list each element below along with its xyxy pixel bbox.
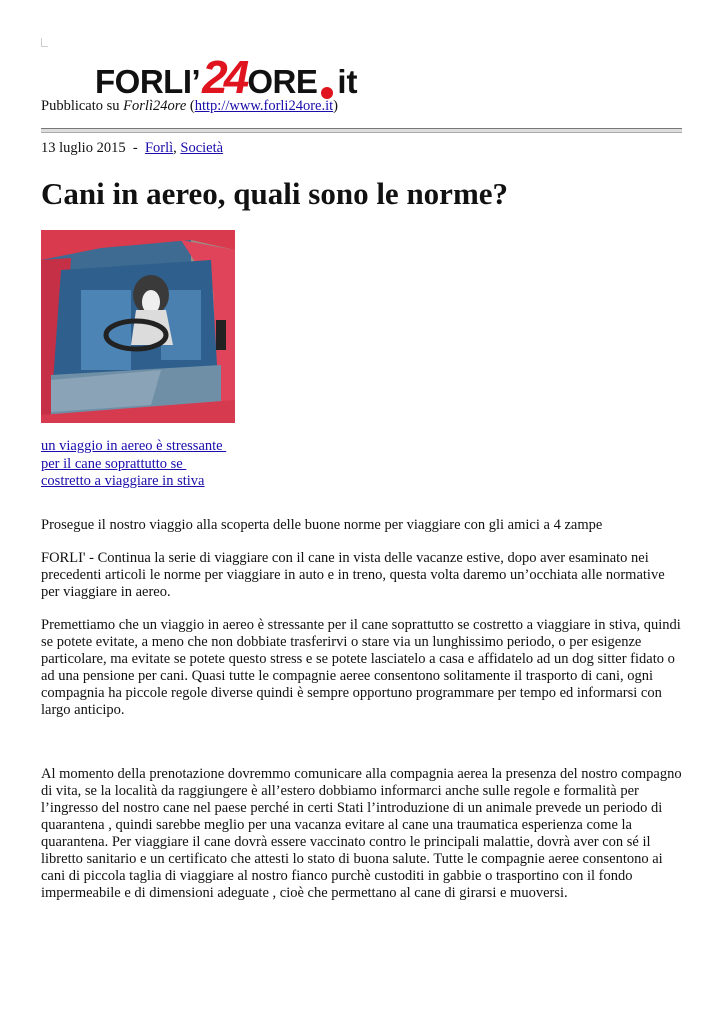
site-logo[interactable] [95,50,358,103]
header-divider [41,128,682,133]
logo-text-it: it [337,63,358,100]
published-open-paren: ( [186,98,195,114]
page-corner-mark [41,38,48,47]
article-paragraph-1: FORLI' - Continua la serie di viaggiare con il cane in vista delle vacanze estive, dopo aver esaminato nei precedenti articoli le norme per viaggiare in auto e in treno, questa volta daremo un’occhiata alle normative per viaggiare in aereo. [41,550,665,600]
meta-comma: , [173,140,181,156]
category-link-societa[interactable]: Società [180,140,224,156]
caption-link-line-1[interactable]: un viaggio in aereo è stressante [41,438,227,454]
category-link-forli[interactable]: Forlì [144,140,174,156]
published-site: Forlì24ore [123,98,187,114]
article-title: Cani in aereo, quali sono le norme? [41,176,509,211]
logo-text-24: 24 [202,51,246,103]
meta-separator: - [125,140,145,156]
site-url-link[interactable]: http://www.forli24ore.it [194,98,334,114]
logo-text-ore: ORE [247,63,318,100]
article-subtitle: Prosegue il nostro viaggio alla scoperta delle buone norme per viaggiare con gli amici a 4 zampe [41,517,603,533]
published-prefix: Pubblicato su [41,98,124,114]
article-paragraph-2: Premettiamo che un viaggio in aereo è stressante per il cane soprattutto se costretto a viaggiare in stiva, quindi se potete evitate, a meno che non dobbiate trasferirvi o stare via un lunghissimo periodo, o per esigenze particolare, ma evitate se potete questo stress e se potete lasciatelo a casa e affidatelo ad un dog sitter fidato o ad una pensione per cani. Quasi tutte le compagnie aeree consentono solitamente il trasporto di cani, ogni compagnia ha piccole regole diverse quindi è sempre opportuno programmare per tempo ed informarsi con largo anticipo. [41,617,681,718]
logo-text-forli: FORLI’ [95,63,201,100]
photo-caption [41,438,241,491]
article-date: 13 luglio 2015 [41,140,126,156]
caption-link-line-3[interactable]: costretto a viaggiare in stiva [41,473,205,489]
article-meta [41,140,223,157]
published-line [41,98,338,115]
caption-link-line-2[interactable]: per il cane soprattutto se [41,455,187,472]
dog-in-car-image [41,230,235,423]
article-paragraph-3: Al momento della prenotazione dovremmo comunicare alla compagnia aerea la presenza del nostro compagno di vita, se la località da raggiungere è all’estero dobbiamo informarci anche sulle regole e formalità per l’ingresso del nostro cane nel paese perché in certi Stati l’introduzione di un animale prevede un periodo di quarantena , quindi sarebbe meglio per una vacanza evitare al cane una traumatica esperienza come la quarantena. Per viaggiare il cane dovrà essere vaccinato contro le principali malattie, dovrà aver con sé il libretto sanitario e un certificato che attesti lo stato di buona salute. Tutte le compagnie aeree consentono ai cani di piccola taglia di viaggiare al nostro fianco purchè custoditi in gabbie o trasportino con il fondo impermeabile e di dimensioni adeguate , cioè che permettano al cane di girarsi e muoversi. [41,766,682,901]
article-photo[interactable] [41,230,235,423]
published-close-paren: ) [333,98,338,114]
